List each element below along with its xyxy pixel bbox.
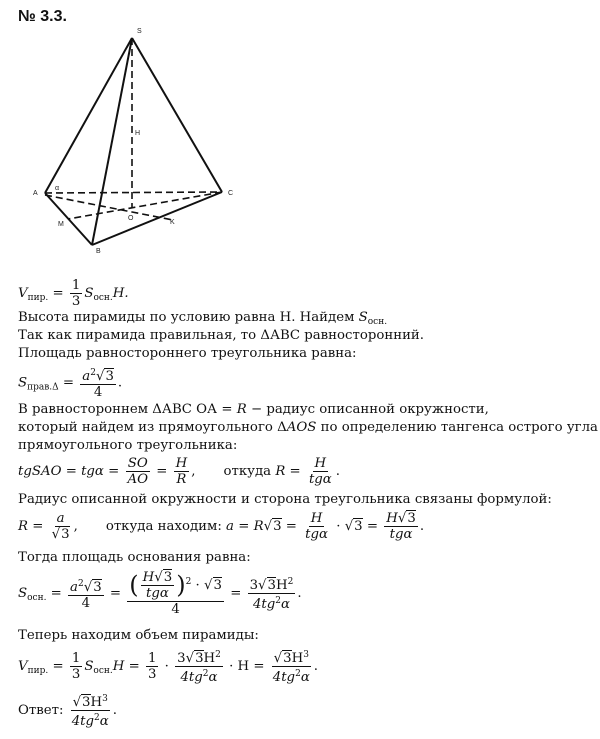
edge-SC xyxy=(132,38,222,192)
answer-label: Ответ: xyxy=(18,703,68,718)
formula-tangent: tgSAO = tgα = $\frac{SO}{AO}$ = $\frac{H}{R}$ , откуда R = $\frac{H}{\text{tgα}}$ . xyxy=(18,456,341,487)
text-base-area: Тогда площадь основания равна: xyxy=(18,550,251,565)
label-S: S xyxy=(137,28,142,35)
formula-area-equilateral: $S_{прав.\Delta}$ = $\frac{a^2√3}{4}$ . xyxy=(18,368,123,400)
edge-AC xyxy=(45,192,222,193)
label-M: M xyxy=(58,221,64,228)
median-AK xyxy=(45,195,173,220)
text-right-triangle: прямоугольного треугольника: xyxy=(18,438,238,453)
solid-edges xyxy=(45,38,222,245)
label-K: K xyxy=(170,219,175,226)
text-radius-side: Радиус описанной окружности и сторона треугольника связаны формулой: xyxy=(18,492,552,507)
answer: Ответ: $\frac{√3H^3}{4tg^2\alpha}$ . xyxy=(18,694,117,729)
formula-side: R = $\frac{a}{√3}$ , откуда находим: a = R√3 = $\frac{H}{\text{tgα}}$ · √3 = $\frac{H√3}{\text{tgα}}$ . xyxy=(18,511,425,542)
text-triangle-aos: который найдем из прямоугольного ΔAOS по определению тангенса острого угла xyxy=(18,420,598,435)
formula-volume-final: $V_{пир.}$ = $\frac{1}{3}$ $S_{осн.}H$ = $\frac{1}{3}$ · $\frac{3√3H^2}{4tg^2\alpha}$ · Н = $\frac{√3H^3}{4tg^2\alpha}$ . xyxy=(18,650,319,685)
text-volume-intro: Теперь находим объем пирамиды: xyxy=(18,628,259,643)
pyramid-figure xyxy=(0,0,260,262)
text-area-intro: Площадь равностороннего треугольника равна: xyxy=(18,346,357,361)
label-A: A xyxy=(33,190,38,197)
label-B: B xyxy=(96,248,101,255)
edge-BC xyxy=(92,192,222,245)
label-O: O xyxy=(128,215,134,222)
problem-number: № 3.3. xyxy=(18,8,67,25)
text-height-given: Высота пирамиды по условию равна Н. Найдем $S_{осн.}$ xyxy=(18,310,388,327)
edge-SA xyxy=(45,38,132,193)
text-equilateral: Так как пирамида правильная, то ΔАВС равносторонний. xyxy=(18,328,425,343)
formula-base-area: $S_{осн.}$ = $\frac{a^2√3}{4}$ = ( $\frac{H√3}{\text{tgα}}$ )$^2$ · √3 4 = $\frac{3√3H^2}{4tg^2\alpha}$ . xyxy=(18,570,302,617)
label-H: H xyxy=(135,130,141,137)
hidden-edges xyxy=(45,38,222,220)
label-alpha: α xyxy=(55,185,60,192)
label-C: C xyxy=(228,190,234,197)
formula-volume: $V_{пир.}$ = $\frac{1}{3}$ $S_{осн.}H$. xyxy=(18,278,129,309)
text-radius: В равностороннем ΔАВС ОА = R − радиус описанной окружности, xyxy=(18,402,489,417)
